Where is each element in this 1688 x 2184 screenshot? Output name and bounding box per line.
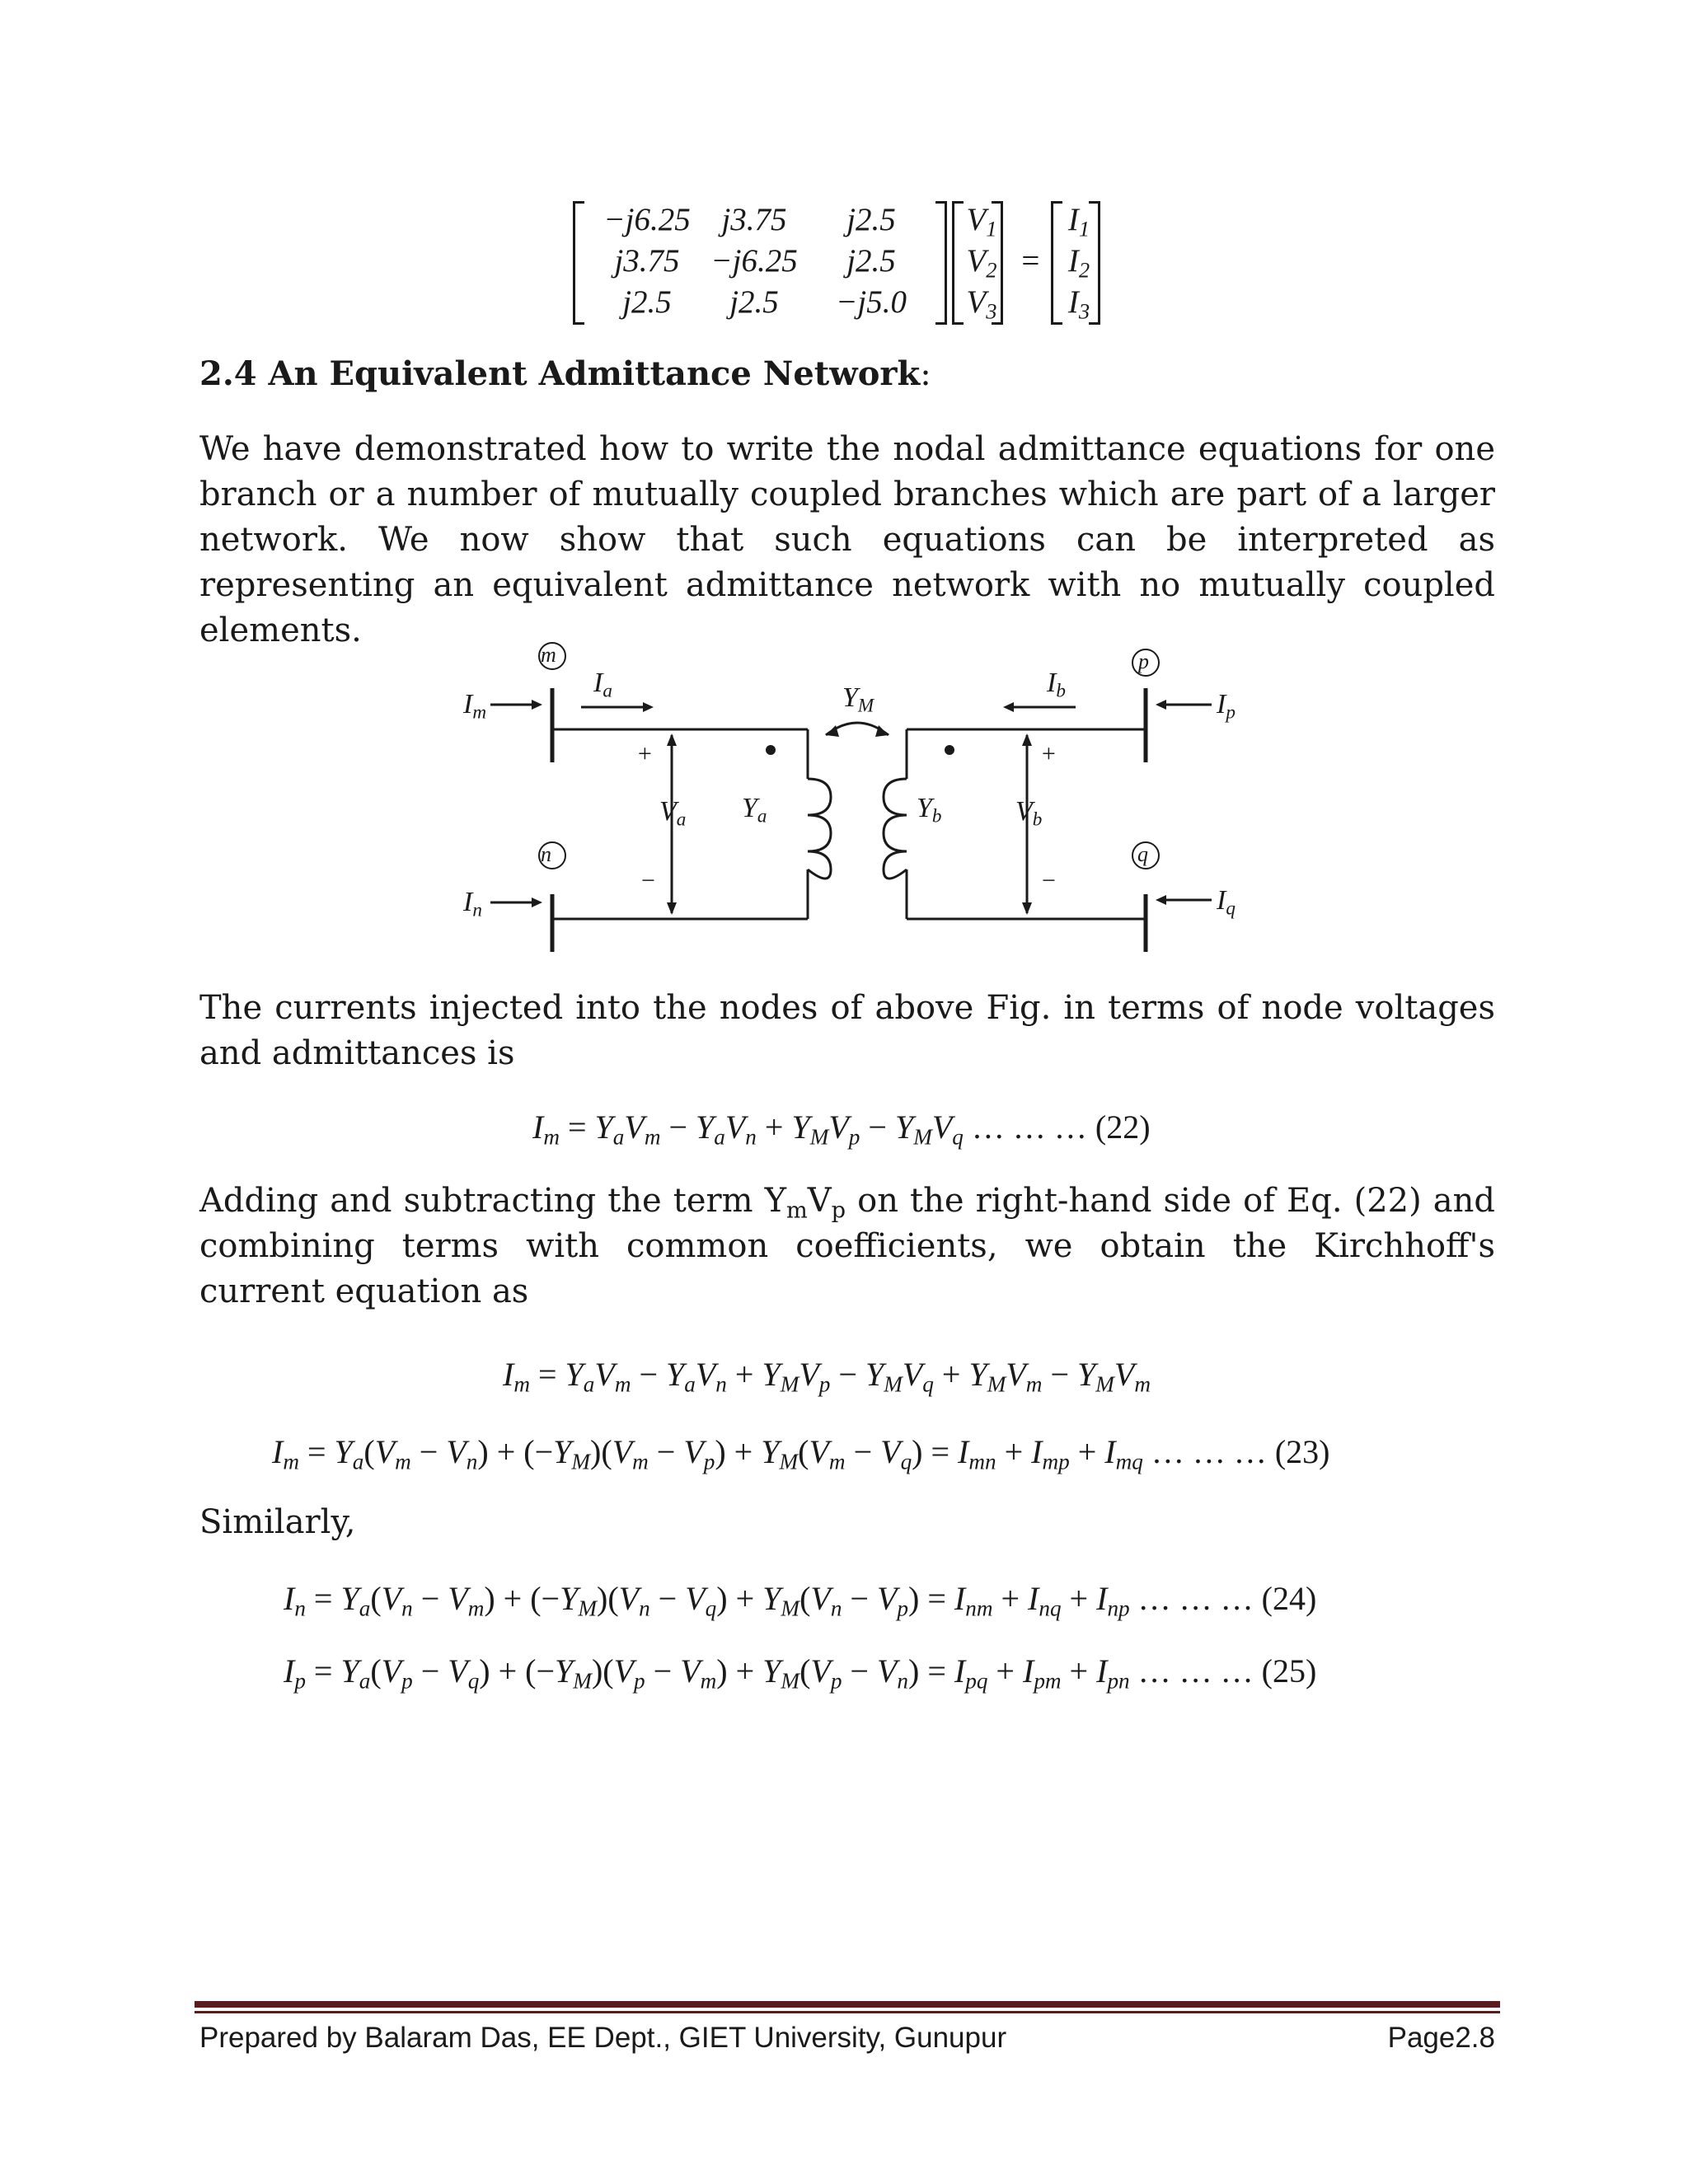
equation-25: $I_p = Y_a(V_p - V_q) + (-Y_M)(V_p - V_m) + Y_M(V_p - V_n) = I_{pq} + I_{pm} + I_{pn}$ … … … (25) — [284, 1652, 1317, 1694]
node-n-label: n — [541, 842, 551, 866]
node-q-label: q — [1137, 842, 1148, 866]
vector-i-entry: $I_3$ — [1067, 284, 1090, 324]
footer-rule-thick — [195, 2001, 1500, 2008]
matrix-cell: j3.75 — [721, 202, 787, 237]
equals-sign: = — [1019, 243, 1042, 279]
matrix-cell: j2.5 — [729, 284, 779, 320]
matrix-equation — [573, 199, 1133, 331]
similarly-text: Similarly, — [199, 1503, 356, 1541]
vector-v-entry: $V_3$ — [966, 284, 997, 324]
matrix-cell: j2.5 — [622, 284, 672, 320]
matrix-cell: −j6.25 — [710, 243, 798, 279]
va-minus-sign: − — [640, 867, 657, 894]
admittance-ya-label: $Y_a$ — [742, 793, 767, 827]
current-in-label: $I_n$ — [463, 887, 482, 921]
footer-author: Prepared by Balaram Das, EE Dept., GIET University, Gunupur — [199, 2022, 1007, 2054]
equation-24: $I_n = Y_a(V_n - V_m) + (-Y_M)(V_n - V_q) + Y_M(V_n - V_p) = I_{nm} + I_{nq} + I_{np}$ … … … (24) — [284, 1580, 1317, 1621]
current-ib-label: $I_b$ — [1047, 668, 1066, 702]
admittance-yb-label: $Y_b$ — [917, 793, 942, 827]
mutual-admittance-label: $Y_M$ — [842, 682, 874, 717]
currents-paragraph: The currents injected into the nodes of above Fig. in terms of node voltages and admittances is — [199, 989, 1495, 1072]
current-ip-label: $I_p$ — [1217, 689, 1236, 724]
vector-i-entry: $I_2$ — [1067, 243, 1090, 283]
voltage-vb-label: $V_b$ — [1015, 796, 1043, 831]
footer-page-number: Page2.8 — [1387, 2022, 1495, 2054]
vector-v-entry: $V_2$ — [966, 243, 997, 283]
node-m-label: m — [541, 643, 556, 667]
matrix-cell: −j6.25 — [603, 202, 691, 237]
equation-23: $I_m = Y_a(V_m - V_n) + (-Y_M)(V_m - V_p) + Y_M(V_m - V_q) = I_{mn} + I_{mp} + I_{mq}$ … … … (23) — [272, 1433, 1330, 1474]
node-p-label: p — [1138, 649, 1149, 673]
matrix-cell: −j5.0 — [836, 284, 907, 320]
vb-plus-sign: + — [1040, 740, 1057, 767]
va-plus-sign: + — [636, 740, 654, 767]
matrix-cell: j3.75 — [614, 243, 680, 279]
matrix-cell: j2.5 — [846, 243, 896, 279]
vector-i-entry: $I_1$ — [1067, 202, 1090, 241]
vector-v-entry: $V_1$ — [966, 202, 997, 241]
current-iq-label: $I_q$ — [1217, 885, 1236, 920]
kcl-paragraph: Adding and subtracting the term $Y_mV_p$ on the right-hand side of Eq. (22) and combining terms with common coefficients, we obtain the Kirchhoff's current equation as — [199, 1182, 1495, 1310]
matrix-cell: j2.5 — [846, 202, 896, 237]
voltage-va-label: $V_a$ — [659, 796, 687, 831]
current-ia-label: $I_a$ — [593, 668, 612, 702]
current-im-label: $I_m$ — [463, 689, 487, 724]
equation-expanded: $I_m = Y_aV_m - Y_aV_n + Y_MV_p - Y_MV_q + Y_MV_m - Y_MV_m$ — [503, 1356, 1151, 1397]
intro-paragraph: We have demonstrated how to write the nodal admittance equations for one branch or a number of mutually coupled branches which are part of a larger network. We now show that such equations can be interpreted as representing an equivalent admittance network with no mutually coupled elements. — [199, 430, 1495, 649]
section-heading: 2.4 An Equivalent Admittance Network: — [199, 354, 931, 393]
vb-minus-sign: − — [1040, 867, 1057, 894]
footer-rule-thin — [195, 2011, 1500, 2013]
equation-22: $I_m = Y_aV_m - Y_aV_n + Y_MV_p - Y_MV_q$ … … … (22) — [532, 1108, 1151, 1150]
